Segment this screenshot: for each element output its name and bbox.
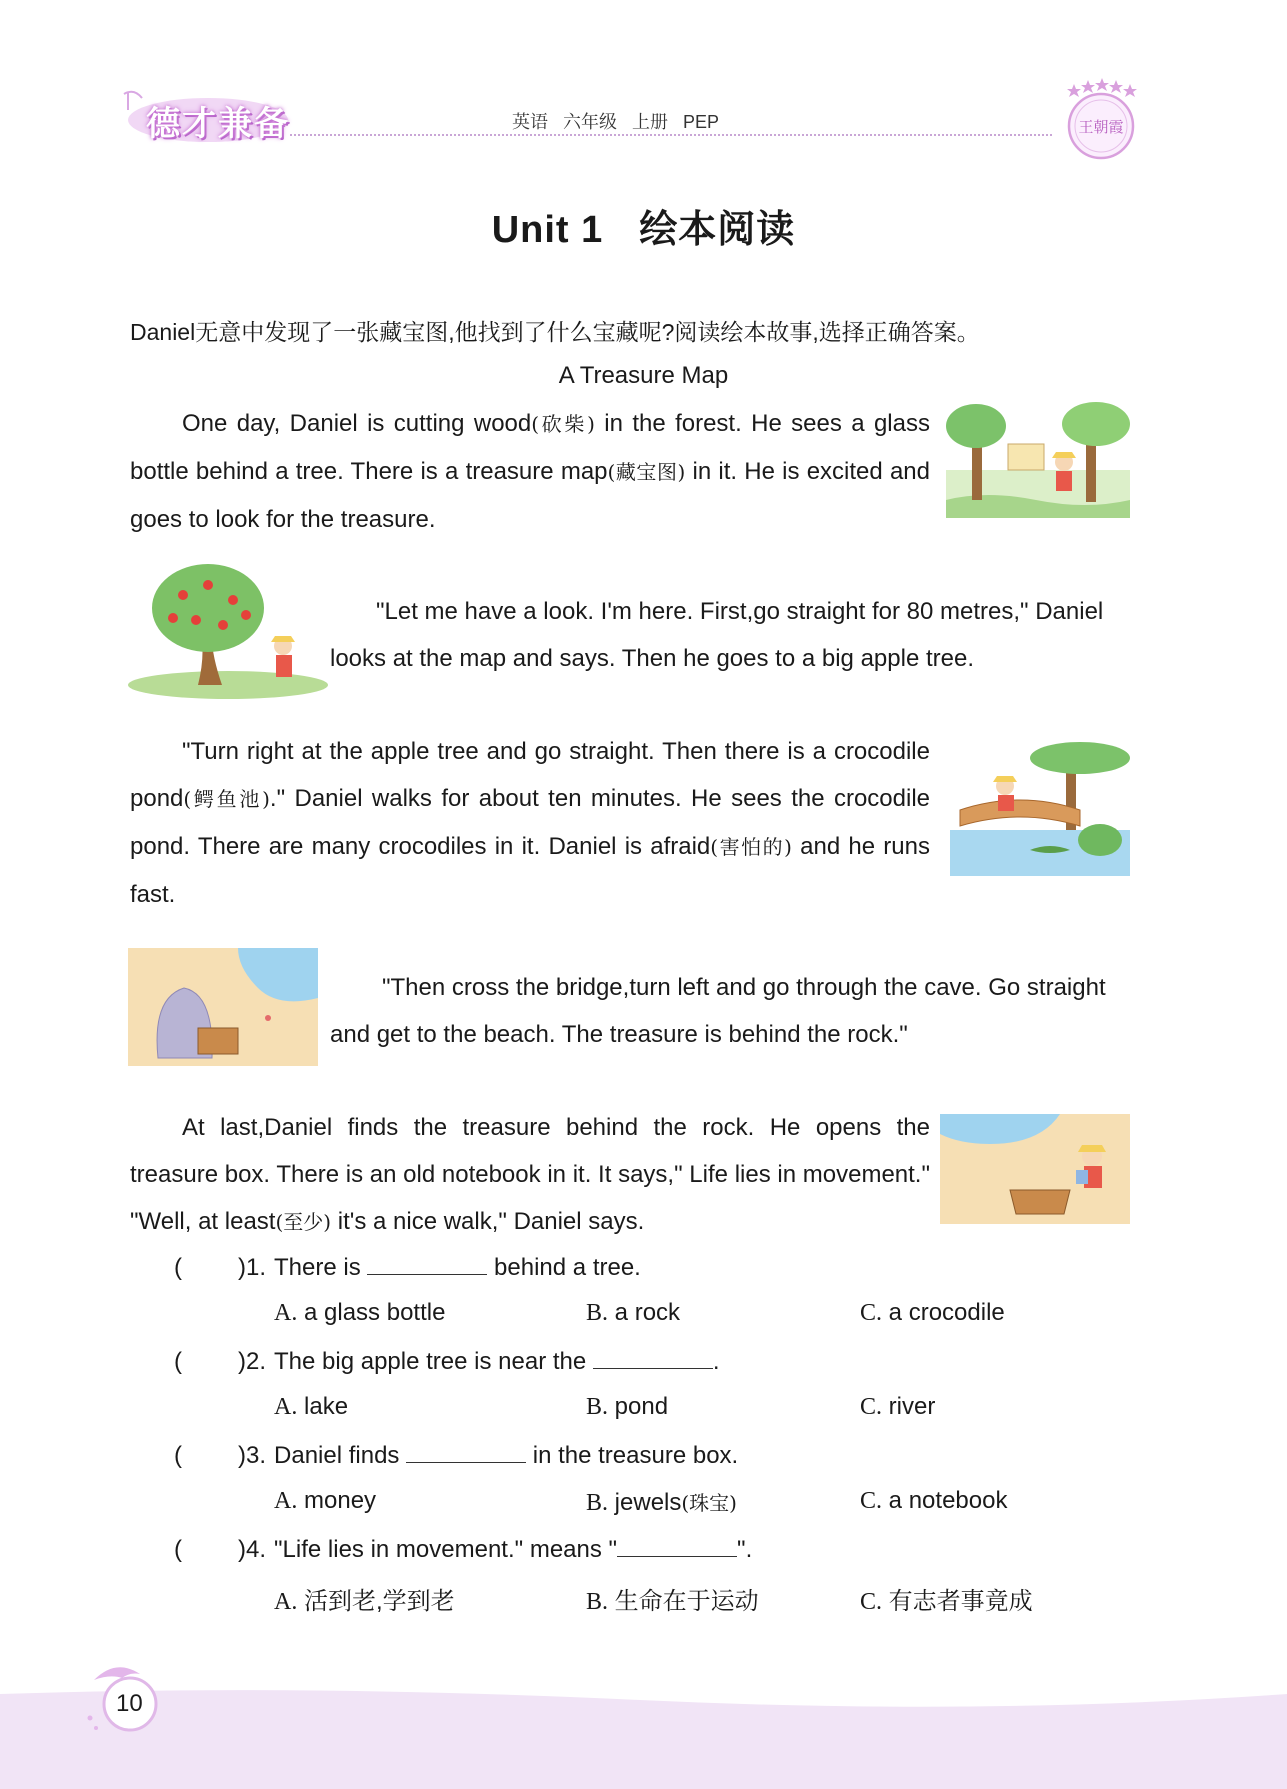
p4-text: "Then cross the bridge,turn left and go through the cave. Go straight and get to the beach. The treasure is behind the rock.": [330, 974, 1106, 1048]
p1-gloss-1: (砍柴): [531, 412, 595, 436]
option-text: 活到老,学到老: [297, 1588, 455, 1615]
option-letter: B.: [586, 1394, 609, 1420]
answer-paren-open: (: [174, 1254, 182, 1281]
beach-rock-illustration: [128, 948, 318, 1066]
question-text-before: There is: [274, 1254, 368, 1281]
page-title: [0, 198, 1287, 253]
option-text: 有志者事竟成: [882, 1588, 1033, 1615]
answer-paren-open: (: [174, 1348, 182, 1375]
option-letter: B.: [586, 1589, 609, 1615]
option-4a: [274, 1581, 455, 1616]
p3-text-a: "Turn right at the apple tree and go straight. Then there is a crocodile pond: [130, 738, 930, 812]
question-text-before: The big apple tree is near the: [274, 1348, 593, 1375]
question-text-before: Daniel finds: [274, 1442, 407, 1469]
option-1c: [860, 1299, 1005, 1327]
answer-paren-close: ): [238, 1254, 246, 1281]
story-paragraph-5: [130, 1104, 930, 1246]
author-stamp-seal: [1060, 76, 1142, 162]
question-text-after: behind a tree.: [487, 1254, 641, 1281]
page-number: 10: [116, 1690, 143, 1717]
story-paragraph-4: [330, 964, 1130, 1058]
option-3a: [274, 1487, 376, 1515]
option-3b: [586, 1487, 737, 1517]
unit-topic: 绘本阅读: [639, 209, 796, 251]
header-volume: 上册: [632, 112, 669, 132]
option-text: jewels: [608, 1489, 682, 1516]
question-3: [174, 1440, 1134, 1470]
option-letter: C.: [860, 1589, 883, 1615]
option-gloss: (珠宝): [681, 1491, 737, 1515]
story-paragraph-3: [130, 728, 930, 918]
story-paragraph-1: [130, 400, 930, 543]
option-text: river: [882, 1393, 936, 1420]
option-text: money: [297, 1487, 377, 1514]
forest-illustration: [946, 400, 1130, 518]
option-text: a rock: [608, 1299, 681, 1326]
p1-text-c: in it. He is excited and goes to look for the treasure.: [130, 458, 931, 533]
p5-text-a: At last,Daniel finds the treasure behind the rock. He opens the treasure box. There is an old notebook in it. It says," Life lies in movement." "Well, at least: [130, 1114, 930, 1235]
option-letter: B.: [586, 1300, 609, 1326]
question-number: 1.: [246, 1254, 267, 1281]
question-number: 4.: [246, 1536, 267, 1563]
option-2c: [860, 1393, 935, 1421]
option-letter: C.: [860, 1394, 883, 1420]
option-text: a glass bottle: [297, 1299, 446, 1326]
option-text: lake: [297, 1393, 349, 1420]
option-letter: B.: [586, 1490, 609, 1516]
question-text-after: in the treasure box.: [526, 1442, 739, 1469]
p5-gloss-1: (至少): [275, 1210, 332, 1234]
p3-text-b: ." Daniel walks for about ten minutes. He sees the crocodile pond. There are many crocodiles in it. Daniel is afraid: [130, 785, 930, 860]
p1-text-b: in the forest. He sees a glass bottle behind a tree. There is a treasure map: [130, 410, 930, 485]
treasure-box-illustration: [940, 1114, 1130, 1224]
p5-text-b: it's a nice walk," Daniel says.: [331, 1208, 645, 1235]
header-book-info: [512, 108, 719, 134]
answer-paren-close: ): [238, 1348, 246, 1375]
option-letter: C.: [860, 1300, 883, 1326]
option-text: pond: [608, 1393, 669, 1420]
option-text: a crocodile: [882, 1299, 1005, 1326]
option-4c: [860, 1581, 1033, 1616]
option-1b: [586, 1299, 680, 1327]
brand-logo-text: 德才兼备: [146, 105, 290, 143]
header-grade: 六年级: [563, 112, 618, 132]
option-3c: [860, 1487, 1007, 1515]
option-2b: [586, 1393, 668, 1421]
question-number: 3.: [246, 1442, 267, 1469]
unit-label: Unit 1: [491, 209, 604, 251]
svg-text:王朝霞: 王朝霞: [1078, 118, 1124, 136]
story-title: A Treasure Map: [558, 362, 729, 389]
header-subject: 英语: [512, 112, 548, 132]
option-text: 生命在于运动: [608, 1588, 759, 1615]
answer-paren-open: (: [174, 1442, 182, 1469]
question-text-after: .: [712, 1348, 720, 1375]
p1-gloss-2: (藏宝图): [607, 460, 686, 484]
answer-blank: [617, 1534, 737, 1557]
p2-text: "Let me have a look. I'm here. First,go straight for 80 metres," Daniel looks at the map and says. Then he goes to a big apple tree.: [330, 598, 1104, 672]
instructions: Daniel无意中发现了一张藏宝图,他找到了什么宝藏呢?阅读绘本故事,选择正确答案。: [130, 319, 980, 345]
question-2: [174, 1346, 1134, 1376]
option-text: a notebook: [882, 1487, 1008, 1514]
question-text-after: ".: [737, 1536, 753, 1563]
p3-text-c: and he runs fast.: [130, 833, 930, 908]
story-paragraph-2: [330, 588, 1130, 682]
option-letter: C.: [860, 1488, 883, 1514]
question-1: [174, 1252, 1134, 1282]
option-letter: A.: [274, 1300, 298, 1326]
answer-blank: [593, 1346, 713, 1369]
option-2a: [274, 1393, 348, 1421]
crocodile-pond-illustration: [950, 740, 1130, 876]
p3-gloss-2: (害怕的): [710, 835, 792, 859]
answer-paren-close: ): [238, 1536, 246, 1563]
header-edition: PEP: [683, 112, 720, 132]
answer-blank: [406, 1440, 526, 1463]
p3-gloss-1: (鳄鱼池): [183, 787, 270, 811]
option-letter: A.: [274, 1394, 298, 1420]
p1-text-a: One day, Daniel is cutting wood: [182, 410, 532, 437]
question-text-before: "Life lies in movement." means ": [274, 1536, 618, 1563]
question-number: 2.: [246, 1348, 267, 1375]
answer-paren-close: ): [238, 1442, 246, 1469]
footer-wave: [0, 1688, 1287, 1789]
header-divider: [290, 134, 1052, 136]
option-1a: [274, 1299, 445, 1327]
answer-blank: [367, 1252, 487, 1275]
option-letter: A.: [274, 1589, 298, 1615]
option-4b: [586, 1581, 759, 1616]
apple-tree-illustration: [128, 560, 328, 700]
question-4: [174, 1534, 1134, 1564]
option-letter: A.: [274, 1488, 298, 1514]
answer-paren-open: (: [174, 1536, 182, 1563]
